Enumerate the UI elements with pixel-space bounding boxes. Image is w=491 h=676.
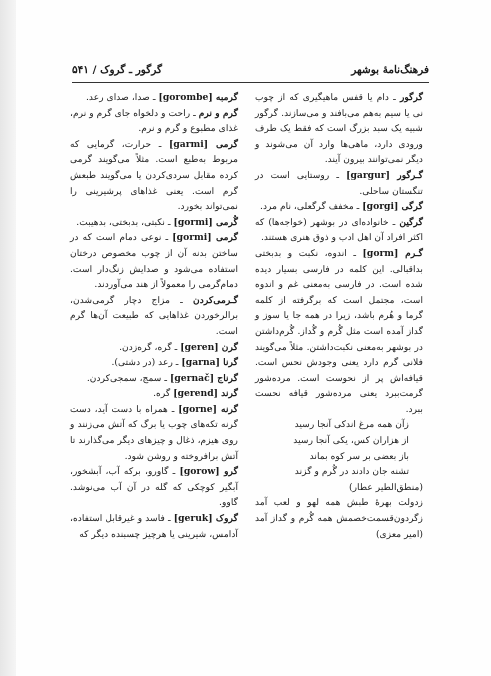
entry-definition: ـ رعد (در دشتی). [111, 357, 182, 369]
entry-headword: گـرم [gorm] [362, 247, 423, 259]
entry-definition: ـ گره، گره‌زدن. [119, 341, 181, 353]
right-column [255, 90, 423, 542]
page-header [72, 64, 429, 82]
entry-definition: ـ مزاج دچار گرمی‌شدن، برالرخوردن غذاهایی که طبیعت آن‌ها گرم است. [70, 294, 238, 337]
entry-definition: ـ نوعی دمام است که در ساختن بدنه آن از چوب مخصوص درختان استفاده می‌شود و صدایش زنگ‌دار است. دمام‌گرمی را معمولاً از هند می‌آوردند. [70, 232, 238, 291]
entry-definition: تشنه جان دادند در گُرم و گزند [294, 466, 409, 478]
dictionary-entry [70, 106, 238, 137]
page-edge-shadow [0, 0, 16, 676]
dictionary-entry [255, 480, 423, 496]
entry-headword: گرند [gerend] [173, 388, 238, 400]
dictionary-entry [70, 90, 238, 106]
page-number-title: گرگور ـ گروک / ۵۴۱ [72, 64, 163, 76]
dictionary-entry [70, 215, 238, 231]
entry-headword: گرمی [garmi] [168, 138, 238, 150]
dictionary-entry [255, 495, 423, 542]
entry-headword: گرنا [garna] [181, 357, 238, 369]
left-column [70, 90, 238, 542]
entry-definition: ـ حرارت، گرمایی که مربوط به‌طبع است. مثلاً می‌گویند گرمی کرده مقابل سردی‌کردن یا می‌گویند طبعش گرم است. یعنی غذاهای پرشیرینی را نمی‌تواند بخورد. [70, 138, 238, 213]
entry-definition: ـ مخفف گرگعلی، نام مرد. [260, 201, 363, 213]
dictionary-entry [70, 464, 238, 511]
running-title: فرهنگ‌نامهٔ بوشهر [351, 64, 429, 76]
entry-headword: گـرمی‌کردن [193, 294, 238, 306]
dictionary-entry [255, 464, 423, 480]
entry-definition: ـ گاورو، برکه آب، آبشخور، آبگیر کوچکی که گله در آن آب می‌نوشد. گاوو. [70, 466, 238, 509]
entry-definition: ـ راحت و دلخواه جای گرم و نرم، غذای مطبوع و گرم و نرم. [70, 107, 238, 135]
entry-definition: ـ سمج، سمجی‌کردن. [86, 372, 171, 384]
dictionary-entry [70, 293, 238, 340]
entry-definition: باز بعضی بر سر کوه بماند [309, 450, 409, 462]
dictionary-entry [70, 371, 238, 387]
dictionary-entry [70, 340, 238, 356]
dictionary-entry [70, 230, 238, 292]
entry-definition: ـ همراه با دست آید، دست گرنه تکه‌های چوب یا برگ که آتش می‌زنند و روی هیزم، ذغال و چیزهای دیگر می‌گذارند تا آتش برافروخته و روشن شود. [70, 403, 238, 462]
dictionary-entry [70, 386, 238, 402]
entry-definition: ـ فاسد و غیرقابل استفاده، آدامس، شیرینی یا هرچیز چسبنده دیگر که [70, 513, 238, 540]
entry-headword: گرگی [gorgi] [362, 201, 423, 213]
entry-definition: ـ اندوه، نکبت و بدبختی بداقبالی. این کلمه در فارسی بسیار دیده شده است. در فارسی به‌معنی غم و اندوه است، مجتمل است که برگرفته از کلمه گرما و هُرم باشد، زیرا در همه جا یا سوز و گداز آمده است مثل گُرم و گُداز. گُرم‌داشتن در بوشهر به‌معنی نکبت‌داشتن. مثلاً می‌گویند فلانی گرم دارد یعنی وجودش نحس است. قیافه‌اش پر از نحوست است. مرده‌شور گرمت‌ببرد یعنی مرده‌شور قیافه نحست ببرد. [255, 247, 423, 415]
entry-headword: گرمی [gormi] [172, 232, 238, 244]
entry-definition: زآن همه مرغ اندکی آنجا رسید [294, 419, 409, 431]
entry-definition: گره. [153, 388, 174, 400]
dictionary-entry [255, 449, 423, 465]
dictionary-entry [255, 215, 423, 246]
entry-definition: ـ خانواده‌ای در بوشهر (خواجه‌ها) که اکثر افراد آن اهل ادب و ذوق هنری هستند. [255, 216, 423, 244]
entry-headword: گرمبه [gorombe] [158, 92, 238, 103]
entry-definition: ـ نکبتی، بدبختی، بدهیبت. [76, 216, 174, 228]
entry-definition: زدولت بهرهٔ طبش همه لهو و لعب آمد زگردون‌قسمت‌خصمش همه گُرم و گداز آمد (امیر معزی) [255, 497, 423, 540]
entry-headword: گرن [geren] [180, 341, 238, 353]
entry-headword: گرگور [399, 92, 423, 103]
entry-definition: ـ دام یا قفس ماهیگیری که از چوب نی یا سیم به‌هم می‌بافند و می‌سازند. گرگور شبیه یک سبد بزرگ است که فقط یک طرف ورودی دارد، ماهی‌ها وارد آن می‌شوند و دیگر نمی‌توانند بیرون آیند. [255, 92, 423, 166]
entry-headword: گرناج [gernač] [170, 372, 238, 384]
dictionary-entry [255, 417, 423, 433]
dictionary-entry [255, 246, 423, 418]
entry-headword: گرم و نرم [198, 107, 238, 119]
dictionary-entry [70, 355, 238, 371]
entry-headword: گُرمی [gormi] [173, 216, 238, 228]
entry-headword: گروک [geruk] [173, 513, 238, 525]
dictionary-entry [70, 511, 238, 542]
dictionary-entry [255, 433, 423, 449]
dictionary-entry [70, 137, 238, 215]
dictionary-entry [255, 199, 423, 215]
entry-definition: ـ روستایی است در تنگستان ساحلی. [255, 169, 423, 197]
entry-headword: گرگین [399, 216, 423, 228]
entry-definition: (منطق‌الطیر عطار) [349, 481, 423, 493]
entry-definition: ـ صدا، صدای رعد. [85, 92, 159, 103]
entry-headword: گرو [gorow] [179, 466, 238, 478]
entry-headword: گـرگور [gargur] [346, 169, 423, 181]
dictionary-entry [70, 402, 238, 464]
dictionary-entry [255, 168, 423, 199]
dictionary-entry [255, 90, 423, 168]
entry-definition: از هزاران کس، یکی آنجا رسید [293, 435, 409, 447]
header-rule [72, 82, 429, 83]
entry-headword: گرنه [gorne] [178, 403, 238, 415]
